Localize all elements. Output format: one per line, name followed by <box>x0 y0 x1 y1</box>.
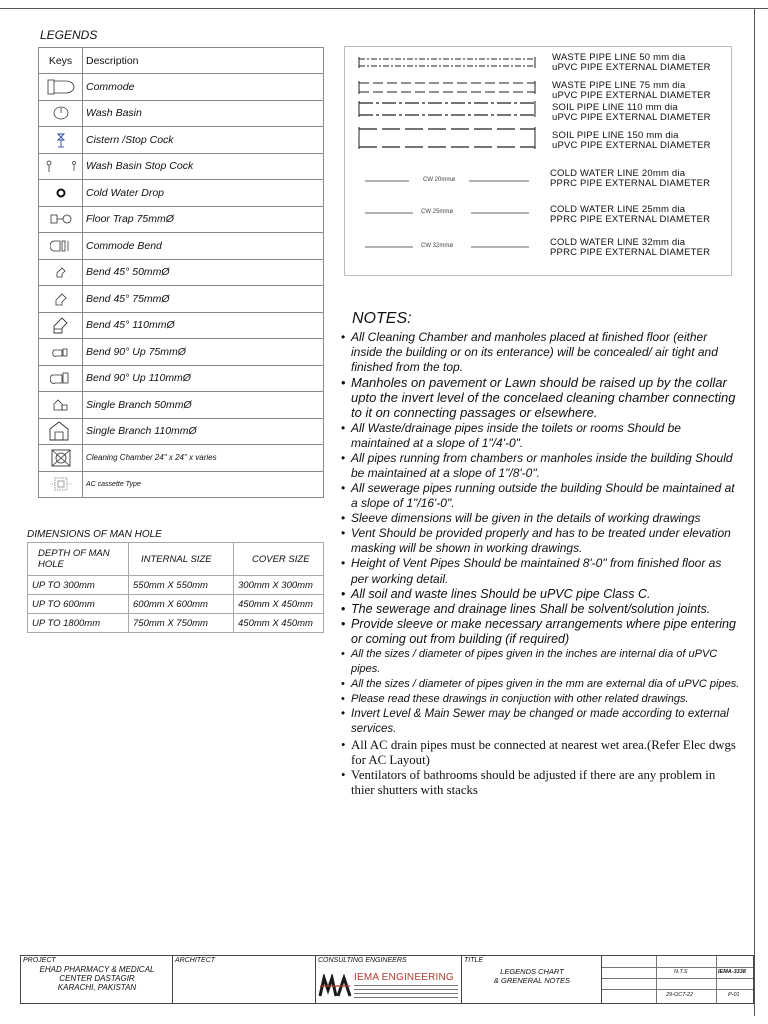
title-label: TITLE <box>464 957 484 964</box>
consultant-name: IEMA ENGINEERING <box>354 972 454 983</box>
manhole-title: DIMENSIONS OF MAN HOLE <box>27 529 162 540</box>
sheet-border-right <box>754 8 755 1016</box>
pipe-label <box>550 205 710 225</box>
note-item: • All pipes running from chambers or manholes inside the building Should be maintained at a slope of 1"/8'-0". <box>341 451 741 481</box>
cw-20-tag: CW 20mmø <box>423 177 455 183</box>
internal-header: INTERNAL SIZE <box>129 543 234 576</box>
pipe-label <box>550 238 710 258</box>
note-item: • Vent Should be provided properly and has to be treated under elevation masking will be shown in working drawings. <box>341 526 741 556</box>
iema-logo-icon <box>318 974 352 998</box>
legend-row <box>39 339 324 366</box>
cw-25-tag: CW 25mmø <box>421 209 453 215</box>
legend-label: Single Branch 50mmØ <box>83 392 324 419</box>
pipe-legend-box <box>344 46 732 276</box>
commode-bend-icon <box>42 238 79 254</box>
drawing-title-line: & GRENERAL NOTES <box>493 976 571 985</box>
project-label: PROJECT <box>23 957 56 964</box>
note-item: • All AC drain pipes must be connected at nearest wet area.(Refer Elec dwgs for AC Layout) <box>341 738 741 768</box>
note-item: • Sleeve dimensions will be given in the details of working drawings <box>341 511 741 526</box>
manhole-row <box>28 576 324 595</box>
legend-label: Floor Trap 75mmØ <box>83 206 324 233</box>
legend-label: Cleaning Chamber 24" x 24" x varies <box>83 445 324 472</box>
wash-basin-stop-cock-icon <box>42 158 79 174</box>
pipe-label-line2: uPVC PIPE EXTERNAL DIAMETER <box>552 140 711 151</box>
manhole-table <box>27 542 324 633</box>
cover-cell: 450mm X 450mm <box>234 595 324 614</box>
note-item: • All the sizes / diameter of pipes given in the mm are external dia of uPVC pipes. <box>341 677 741 692</box>
single-branch-large-icon <box>42 420 79 442</box>
notes-list <box>341 330 741 798</box>
depth-header: DEPTH OF MAN HOLE <box>28 543 129 576</box>
wash-basin-icon <box>42 104 79 122</box>
depth-cell: UP TO 1800mm <box>28 614 129 633</box>
legend-row <box>39 286 324 313</box>
job-no-value: IEMA-3338 <box>718 969 746 975</box>
pipe-label-line1: COLD WATER LINE 20mm dia <box>550 168 686 179</box>
architect-label: ARCHITECT <box>175 957 216 964</box>
pipe-label-line1: SOIL PIPE LINE 150 mm dia <box>552 130 679 141</box>
legend-row <box>39 312 324 339</box>
manhole-row <box>28 595 324 614</box>
bend-45-large-icon <box>42 315 79 335</box>
legend-row <box>39 259 324 286</box>
date-value: 29-OCT-22 <box>666 992 694 998</box>
pipe-label <box>552 53 711 73</box>
internal-cell: 550mm X 550mm <box>129 576 234 595</box>
notes-title: NOTES: <box>352 310 412 327</box>
drawing-no-value: P-01 <box>728 992 740 998</box>
project-line: KARACHI, PAKISTAN <box>57 983 137 992</box>
title-block <box>20 955 754 1004</box>
legend-row <box>39 233 324 260</box>
scale-value: N.T.S <box>674 969 688 975</box>
note-item: • All the sizes / diameter of pipes given in the inches are internal dia of uPVC pipes. <box>341 647 741 677</box>
project-line: CENTER DASTAGIR <box>59 974 135 983</box>
pipe-label-line2: uPVC PIPE EXTERNAL DIAMETER <box>552 90 711 101</box>
pipe-label <box>552 81 711 101</box>
pipe-label-line1: WASTE PIPE LINE 75 mm dia <box>552 80 686 91</box>
legend-row <box>39 127 324 154</box>
note-item: • All Cleaning Chamber and manholes placed at finished floor (either inside the building or on its enterance) will be concealed/ air tight and finished from the top. <box>341 330 741 375</box>
legends-title: LEGENDS <box>40 28 98 42</box>
note-item: • Provide sleeve or make necessary arrangements where pipe entering or coming out from building (if required) <box>341 617 741 647</box>
note-item: • All sewerage pipes running outside the building Should be maintained at a slope of 1"/16'-0". <box>341 481 741 511</box>
internal-cell: 600mm X 600mm <box>129 595 234 614</box>
commode-icon <box>42 77 79 97</box>
legend-label: Bend 45° 110mmØ <box>83 312 324 339</box>
pipe-label-line2: PPRC PIPE EXTERNAL DIAMETER <box>550 178 711 189</box>
legend-label: Bend 90° Up 75mmØ <box>83 339 324 366</box>
note-item: • The sewerage and drainage lines Shall be solvent/solution joints. <box>341 602 741 617</box>
legend-row <box>39 100 324 127</box>
pipe-label-line2: uPVC PIPE EXTERNAL DIAMETER <box>552 62 711 73</box>
pipe-line-symbols <box>345 47 545 275</box>
cistern-stop-cock-icon <box>42 131 79 149</box>
soil-pipe-150-line-symbol <box>359 127 535 149</box>
bend-90-small-icon <box>42 346 79 358</box>
description-header: Description <box>83 48 324 74</box>
legend-row <box>39 418 324 445</box>
pipe-label-line2: PPRC PIPE EXTERNAL DIAMETER <box>550 214 711 225</box>
sheet-border-top <box>0 8 768 9</box>
note-item: • All soil and waste lines Should be uPVC pipe Class C. <box>341 587 741 602</box>
note-item: • Please read these drawings in conjuction with other related drawings. <box>341 692 741 707</box>
legend-label: Bend 45° 75mmØ <box>83 286 324 313</box>
waste-pipe-50-line-symbol <box>359 57 535 68</box>
note-item: • All Waste/drainage pipes inside the toilets or rooms Should be maintained at a slope of 1"/4'-0". <box>341 421 741 451</box>
cold-water-drop-icon <box>42 187 79 199</box>
floor-trap-icon <box>42 212 79 226</box>
pipe-label <box>552 103 711 123</box>
manhole-row <box>28 614 324 633</box>
legend-label: Commode <box>83 74 324 101</box>
bend-45-medium-icon <box>42 291 79 307</box>
keys-header: Keys <box>39 48 83 74</box>
cover-cell: 300mm X 300mm <box>234 576 324 595</box>
title-cell <box>462 956 602 1003</box>
drawing-info-cell <box>602 956 753 1003</box>
project-name <box>21 965 173 992</box>
cleaning-chamber-icon <box>42 448 79 468</box>
consultant-cell <box>316 956 462 1003</box>
consultant-label: CONSULTING ENGINEERS <box>318 957 407 964</box>
legend-label: Wash Basin <box>83 100 324 127</box>
legend-row <box>39 180 324 207</box>
legend-row <box>39 365 324 392</box>
legend-label: Bend 90° Up 110mmØ <box>83 365 324 392</box>
ac-cassette-icon <box>42 474 79 494</box>
legend-row <box>39 206 324 233</box>
legend-label: Wash Basin Stop Cock <box>83 153 324 180</box>
legend-label: Single Branch 110mmØ <box>83 418 324 445</box>
manhole-header-row <box>28 543 324 576</box>
project-line: EHAD PHARMACY & MEDICAL <box>39 965 155 974</box>
note-item: • Manholes on pavement or Lawn should be raised up by the collar upto the invert level of the concelaed cleaning chamber connecting to it on connecting passages or elsewhere. <box>341 375 741 420</box>
legends-header-row <box>39 48 324 74</box>
architect-cell <box>173 956 316 1003</box>
pipe-label-line1: COLD WATER LINE 32mm dia <box>550 237 686 248</box>
pipe-label-line1: WASTE PIPE LINE 50 mm dia <box>552 52 686 63</box>
pipe-label-line1: SOIL PIPE LINE 110 mm dia <box>552 102 678 113</box>
drawing-title <box>462 967 602 985</box>
internal-cell: 750mm X 750mm <box>129 614 234 633</box>
bend-90-large-icon <box>42 371 79 385</box>
legend-row <box>39 74 324 101</box>
pipe-label-line2: uPVC PIPE EXTERNAL DIAMETER <box>552 112 711 123</box>
legends-table <box>38 47 324 498</box>
cover-cell: 450mm X 450mm <box>234 614 324 633</box>
legend-label: Cold Water Drop <box>83 180 324 207</box>
drawing-title-line: LEGENDS CHART <box>500 967 564 976</box>
depth-cell: UP TO 300mm <box>28 576 129 595</box>
legend-row <box>39 471 324 498</box>
cover-header: COVER SIZE <box>234 543 324 576</box>
legend-row <box>39 392 324 419</box>
legend-label: Cistern /Stop Cock <box>83 127 324 154</box>
legend-row <box>39 445 324 472</box>
waste-pipe-75-line-symbol <box>359 81 535 94</box>
single-branch-small-icon <box>42 398 79 412</box>
bend-45-small-icon <box>42 265 79 279</box>
pipe-label <box>550 169 710 189</box>
note-item: • Invert Level & Main Sewer may be changed or made according to external services. <box>341 707 741 737</box>
pipe-label-line1: COLD WATER LINE 25mm dia <box>550 204 686 215</box>
project-cell <box>21 956 173 1003</box>
note-item: • Ventilators of bathrooms should be adjusted if there are any problem in thier shutters with stacks <box>341 768 741 798</box>
pipe-label <box>552 131 711 151</box>
note-item: • Height of Vent Pipes Should be maintained 8'-0" from finished floor as per working detail. <box>341 556 741 586</box>
soil-pipe-110-line-symbol <box>359 101 535 117</box>
legend-label: Bend 45° 50mmØ <box>83 259 324 286</box>
pipe-label-line2: PPRC PIPE EXTERNAL DIAMETER <box>550 247 711 258</box>
legend-row <box>39 153 324 180</box>
cw-32-tag: CW 32mmø <box>421 243 453 249</box>
legend-label: Commode Bend <box>83 233 324 260</box>
depth-cell: UP TO 600mm <box>28 595 129 614</box>
legend-label: AC cassette Type <box>83 471 324 498</box>
